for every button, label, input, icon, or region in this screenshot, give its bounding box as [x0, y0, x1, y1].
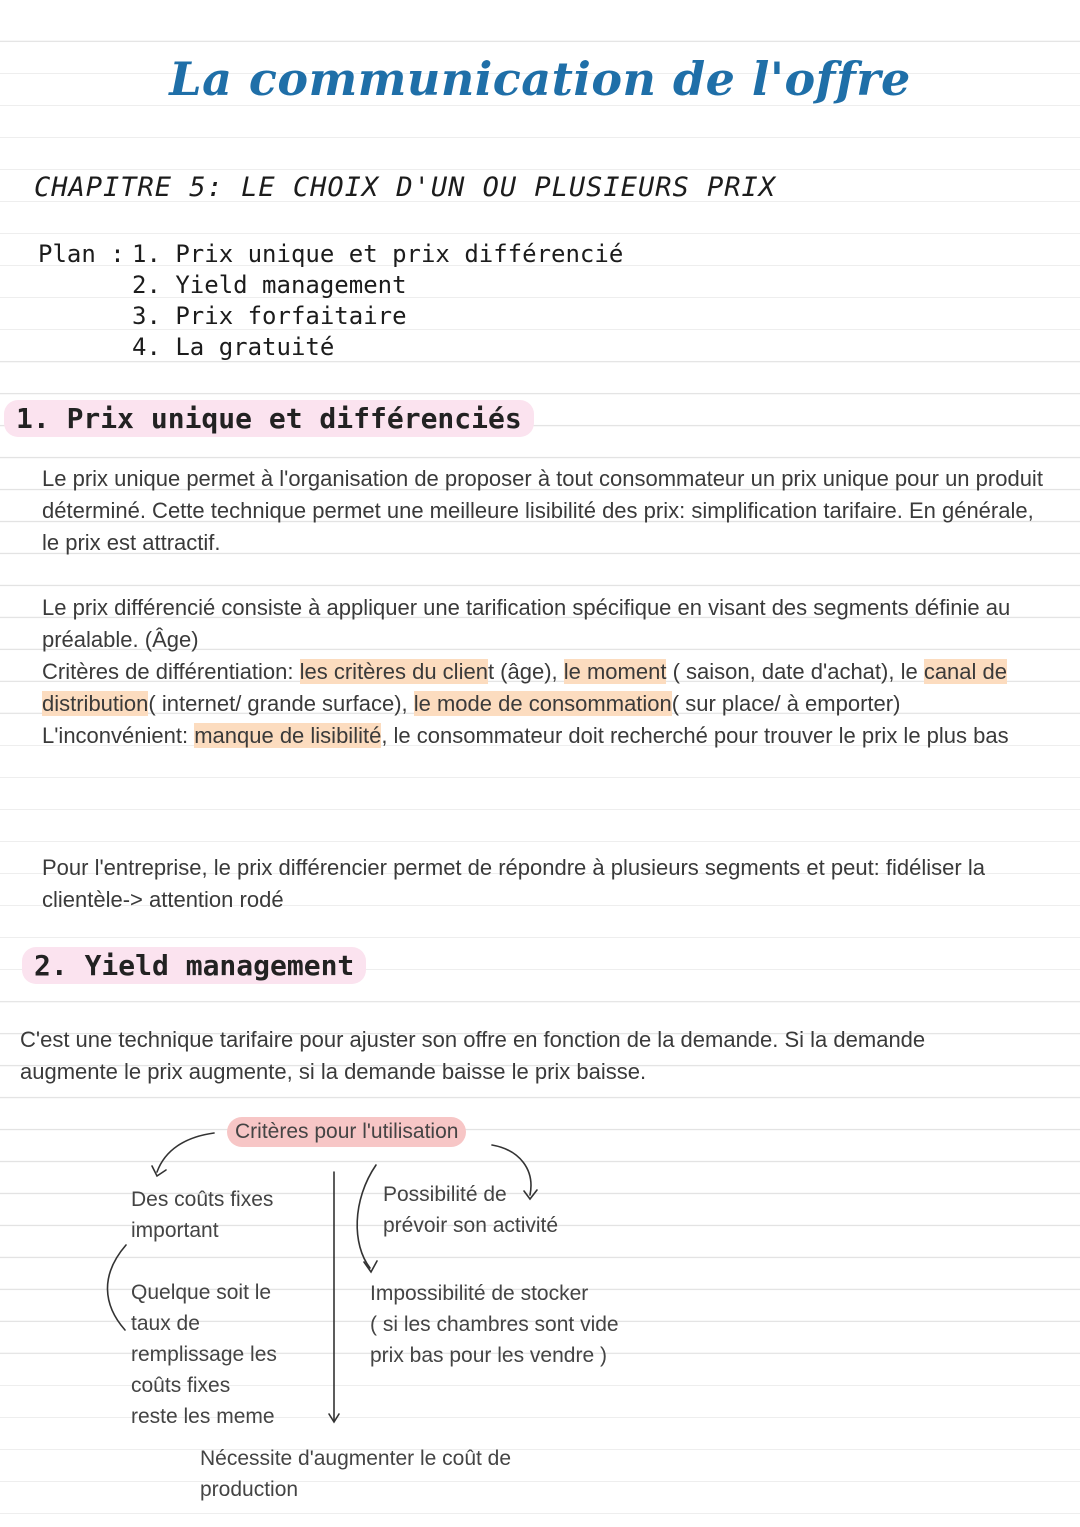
plan-item-3: 3. Prix forfaitaire	[132, 302, 407, 330]
diagram-left-1	[131, 1184, 273, 1246]
diagram-line: remplissage les	[131, 1343, 277, 1366]
paragraph-text: Pour l'entreprise, le prix différencier permet de répondre à plusieurs segments et peut: fidéliser la clientèle-> attention rodé	[42, 855, 985, 912]
criteria-text: ( sur place/ à emporter)	[671, 691, 901, 716]
diagram-line: prévoir son activité	[383, 1214, 559, 1237]
plan-label: Plan :	[38, 240, 125, 268]
arrow-left-curve	[157, 1133, 214, 1172]
diagram-line: Possibilité de	[383, 1183, 507, 1206]
diagram-line: Des coûts fixes	[131, 1188, 274, 1211]
highlight-canal: canal de distribution	[42, 659, 1007, 716]
paragraph-text: Le prix unique permet à l'organisation de proposer à tout consommateur un prix unique pour un produit déterminé. Cette technique permet une meilleure lisibilité des prix: simplification tarifaire. En générale, le prix est attractif.	[42, 466, 1043, 555]
highlight-client: les critères du clien	[299, 659, 488, 684]
drawback-text: , le consommateur doit recherché pour trouver le prix le plus bas	[381, 723, 1009, 748]
diagram-right-2	[370, 1278, 619, 1371]
left-bracket	[107, 1245, 126, 1330]
diagram-line: Quelque soit le	[131, 1281, 272, 1304]
page-title: La communication de l'offre	[169, 52, 911, 106]
plan-item-2: 2. Yield management	[132, 271, 407, 299]
diagram-line: coûts fixes	[131, 1374, 231, 1397]
criteria-lead: Critères de différentiation:	[42, 659, 300, 684]
diagram-line: Nécessite d'augmenter le coût de	[200, 1447, 512, 1470]
right-bracket	[357, 1165, 376, 1268]
diagram-line: reste les meme	[131, 1405, 275, 1428]
criteria-text: ( internet/ grande surface),	[148, 691, 414, 716]
section-2-heading: 2. Yield management	[22, 947, 366, 984]
highlight-lisibilite: manque de lisibilité	[194, 723, 382, 748]
diagram-line: Impossibilité de stocker	[370, 1282, 589, 1305]
diagram-line: production	[200, 1478, 299, 1501]
paragraph-text: Le prix différencié consiste à appliquer une tarification spécifique en visant des segments définie au préalable. (Âge)	[42, 595, 1011, 652]
section-1-heading: 1. Prix unique et différenciés	[4, 400, 534, 437]
highlight-moment: le moment	[563, 659, 667, 684]
plan-item-1: 1. Prix unique et prix différencié	[132, 240, 624, 268]
diagram-line: prix bas pour les vendre )	[370, 1344, 607, 1367]
paragraph-text: C'est une technique tarifaire pour ajuster son offre en fonction de la demande. Si la demande augmente le prix augmente, si la demande baisse le prix baisse.	[20, 1027, 926, 1084]
diagram-line: taux de	[131, 1312, 200, 1335]
chapter-heading: CHAPITRE 5: LE CHOIX D'UN OU PLUSIEURS PRIX	[34, 172, 776, 203]
drawback-lead: L'inconvénient:	[42, 723, 195, 748]
diagram-left-2	[131, 1277, 277, 1432]
diagram-line: important	[131, 1219, 219, 1242]
diagram-center-label: Critères pour l'utilisation	[227, 1117, 466, 1147]
highlight-mode: le mode de consommation	[413, 691, 672, 716]
criteria-text: ( saison, date d'achat), le	[666, 659, 924, 684]
diagram-line: ( si les chambres sont vide	[370, 1313, 619, 1336]
criteria-text: t (âge),	[487, 659, 564, 684]
diagram-right-1	[383, 1179, 558, 1241]
diagram-bottom	[200, 1443, 511, 1505]
plan-item-4: 4. La gratuité	[132, 333, 335, 361]
